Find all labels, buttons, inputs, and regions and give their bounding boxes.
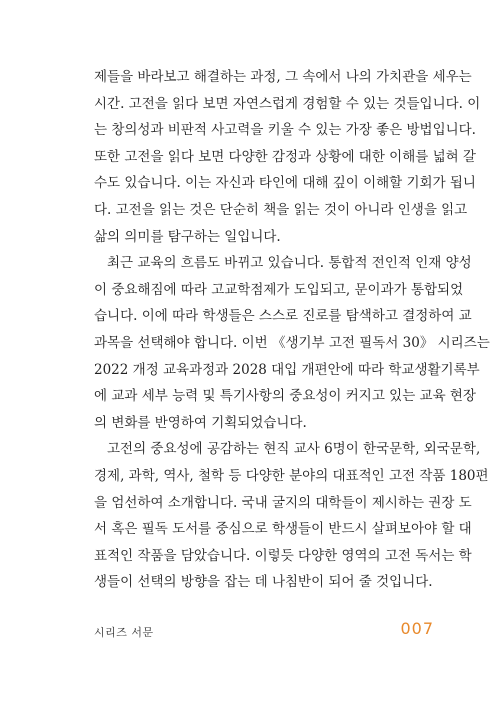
paragraph-line: 을 엄선하여 소개합니다. 국내 굴지의 대학들이 제시하는 권장 도 <box>94 494 472 511</box>
paragraph-line: 최근 교육의 흐름도 바뀌고 있습니다. 통합적 전인적 인재 양성 <box>107 255 472 272</box>
page-number: 007 <box>400 619 434 638</box>
paragraph-line: 이 중요해짐에 따라 고교학점제가 도입되고, 문이과가 통합되었 <box>94 281 464 298</box>
paragraph-line: 의 변화를 반영하여 기획되었습니다. <box>94 414 307 431</box>
paragraph-line: 는 창의성과 비판적 사고력을 키울 수 있는 가장 좋은 방법입니다. <box>94 122 476 139</box>
paragraph-line: 고전의 중요성에 공감하는 현직 교사 6명이 한국문학, 외국문학, <box>107 441 481 458</box>
paragraph-line: 시간. 고전을 읽다 보면 자연스럽게 경험할 수 있는 것들입니다. 이 <box>94 95 481 112</box>
paragraph-line: 서 혹은 필독 도서를 중심으로 학생들이 반드시 살펴보아야 할 대 <box>94 521 472 538</box>
paragraph-line: 2022 개정 교육과정과 2028 대입 개편안에 따라 학교생활기록부 <box>94 361 480 378</box>
paragraph-line: 에 교과 세부 능력 및 특기사항의 중요성이 커지고 있는 교육 현장 <box>94 388 476 405</box>
running-footer-section-label: 시리즈 서문 <box>94 626 154 639</box>
paragraph-line: 과목을 선택해야 합니다. 이번 《생기부 고전 필독서 30》 시리즈는 <box>94 334 490 351</box>
paragraph-line: 수도 있습니다. 이는 자신과 타인에 대해 깊이 이해할 기회가 됩니 <box>94 175 476 192</box>
paragraph-line: 생들이 선택의 방향을 잡는 데 나침반이 되어 줄 것입니다. <box>94 574 433 591</box>
paragraph-line: 다. 고전을 읽는 것은 단순히 책을 읽는 것이 아니라 인생을 읽고 <box>94 201 468 218</box>
paragraph-line: 습니다. 이에 따라 학생들은 스스로 진로를 탐색하고 결정하여 교 <box>94 308 472 325</box>
paragraph-line: 경제, 과학, 역사, 철학 등 다양한 분야의 대표적인 고전 작품 180편 <box>94 467 489 484</box>
paragraph-line: 표적인 작품을 담았습니다. 이렇듯 다양한 영역의 고전 독서는 학 <box>94 547 472 564</box>
paragraph-line: 또한 고전을 읽다 보면 다양한 감정과 상황에 대한 이해를 넓혀 갈 <box>94 148 476 165</box>
paragraph-line: 삶의 의미를 탐구하는 일입니다. <box>94 228 281 245</box>
paragraph-line: 제들을 바라보고 해결하는 과정, 그 속에서 나의 가치관을 세우는 <box>94 69 472 85</box>
body-text <box>94 64 490 596</box>
